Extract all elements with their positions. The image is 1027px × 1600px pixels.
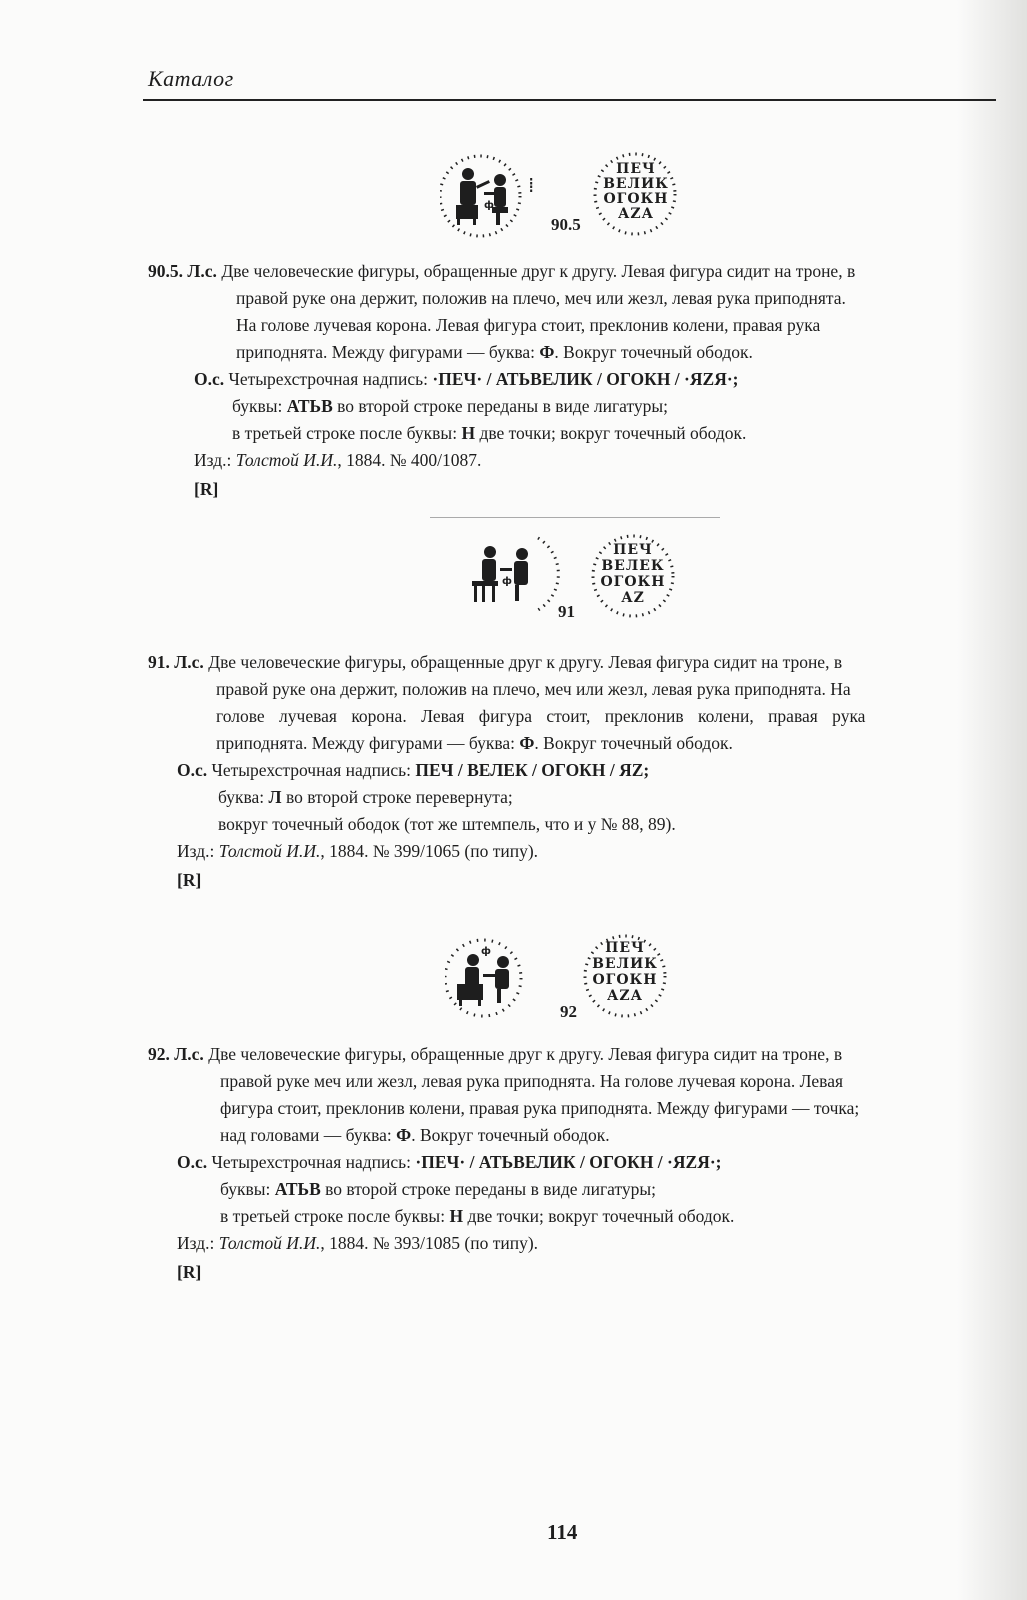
description-line: фигура стоит, преклонив колени, правая рука приподнята. Между фигурами — точка; <box>220 1098 860 1118</box>
publication-reference <box>177 1230 538 1257</box>
description-line: правой руке она держит, положив на плечо, меч или жезл, левая рука приподнята. <box>236 288 846 308</box>
coin-number-label: 91 <box>558 602 575 621</box>
reverse-note: в третьей строке после буквы: <box>220 1206 450 1226</box>
description-line: приподнята. Между фигурами — буква: <box>216 733 520 753</box>
reverse-label: О.с. <box>177 1152 208 1172</box>
coin-illustration-90-5 <box>440 148 690 240</box>
description-line: На голове лучевая корона. Левая фигура стоит, преклонив колени, правая рука <box>236 315 821 335</box>
entry-number: 90.5. <box>148 261 183 281</box>
obverse-label: Л.с. <box>174 1044 204 1064</box>
svg-text:ф: ф <box>502 576 512 587</box>
reverse-intro: Четырехстрочная надпись: <box>228 369 433 389</box>
header-rule <box>143 99 996 101</box>
obverse-label: Л.с. <box>187 261 217 281</box>
reverse-label: О.с. <box>194 369 225 389</box>
inscription-line: ВЕЛЕК <box>601 558 665 574</box>
coin-inscription-90-5 <box>598 162 674 222</box>
description-line: приподнята. Между фигурами — буква: <box>236 342 540 362</box>
inscription-line: ВЕЛИК <box>603 176 669 192</box>
inscription-line: ОГОКН <box>592 972 658 988</box>
description-tail: . Вокруг точечный ободок. <box>534 733 733 753</box>
coin-inscription-91 <box>595 542 671 606</box>
inscription-line: АZА <box>606 988 644 1004</box>
reverse-label: О.с. <box>177 760 208 780</box>
reverse-note: во второй строке перевернута; <box>281 787 513 807</box>
page-number: 114 <box>547 1520 578 1544</box>
publication-author: Толстой И.И. <box>218 841 321 861</box>
reverse-note: две точки; вокруг точечный ободок. <box>475 423 747 443</box>
svg-text:⁞: ⁞ <box>528 173 535 197</box>
description-line: голове лучевая корона. Левая фигура стоит, преклонив колени, правая рука <box>216 706 866 726</box>
rarity-mark: [R] <box>177 1262 202 1282</box>
inscription-line: ВЕЛИК <box>592 956 658 972</box>
letter-between-figures: Ф <box>396 1125 412 1145</box>
reverse-note-bold: Н <box>461 423 476 443</box>
publication-label: Изд.: <box>177 1233 219 1253</box>
description-line: правой руке она держит, положив на плечо, меч или жезл, левая рука приподнята. На <box>216 679 851 699</box>
running-header-title: Каталог <box>148 66 234 91</box>
publication-author: Толстой И.И. <box>235 450 338 470</box>
description-line: Две человеческие фигуры, обращенные друг к другу. Левая фигура сидит на троне, в <box>221 261 856 281</box>
reverse-intro: Четырехстрочная надпись: <box>211 760 416 780</box>
reverse-note-bold: Л <box>268 787 282 807</box>
publication-reference <box>194 447 481 474</box>
coin-inscription-92 <box>587 940 663 1004</box>
reverse-note: буквы: <box>232 396 287 416</box>
publication-label: Изд.: <box>194 450 236 470</box>
publication-label: Изд.: <box>177 841 219 861</box>
reverse-note: две точки; вокруг точечный ободок. <box>463 1206 735 1226</box>
coin-illustration-92 <box>445 934 680 1030</box>
inscription-line: АZ <box>621 590 645 606</box>
publication-author: Толстой И.И. <box>218 1233 321 1253</box>
coin-number-label: 90.5 <box>551 215 581 234</box>
publication-reference <box>177 838 538 865</box>
description-line: правой руке меч или жезл, левая рука приподнята. На голове лучевая корона. Левая <box>220 1071 844 1091</box>
reverse-note: в третьей строке после буквы: <box>232 423 462 443</box>
reverse-note: во второй строке переданы в виде лигатуры; <box>320 1179 657 1199</box>
entry-number: 92. <box>148 1044 170 1064</box>
description-tail: . Вокруг точечный ободок. <box>554 342 753 362</box>
reverse-note-bold: АТЬВ <box>286 396 333 416</box>
inscription-line: ПЕЧ <box>616 161 656 177</box>
reverse-note-bold: Н <box>449 1206 464 1226</box>
reverse-note: вокруг точечный ободок (тот же штемпель, что и у № 88, 89). <box>218 814 676 834</box>
description-line: Две человеческие фигуры, обращенные друг к другу. Левая фигура сидит на троне, в <box>208 652 843 672</box>
inscription-line: АZА <box>617 206 655 222</box>
svg-text:ф: ф <box>481 946 491 957</box>
reverse-note: во второй строке переданы в виде лигатуры; <box>332 396 669 416</box>
inscription-line: ОГОКН <box>603 191 669 207</box>
reverse-inscription: ·ПЕЧ· / АТЬВЕЛИК / ОГОКН / ·ЯZЯ·; <box>432 369 739 389</box>
reverse-note: буква: <box>218 787 269 807</box>
svg-text:ф: ф <box>484 200 494 211</box>
page-gutter-shadow <box>957 0 1027 1600</box>
description-line: Две человеческие фигуры, обращенные друг к другу. Левая фигура сидит на троне, в <box>208 1044 843 1064</box>
reverse-intro: Четырехстрочная надпись: <box>211 1152 416 1172</box>
rarity-mark: [R] <box>194 479 219 499</box>
section-divider <box>430 517 720 518</box>
description-line: над головами — буква: <box>220 1125 397 1145</box>
description-tail: . Вокруг точечный ободок. <box>411 1125 610 1145</box>
letter-between-figures: Ф <box>519 733 535 753</box>
inscription-line: ОГОКН <box>600 574 666 590</box>
reverse-note-bold: АТЬВ <box>274 1179 321 1199</box>
entry-number: 91. <box>148 652 170 672</box>
publication-details: , 1884. № 399/1065 (по типу). <box>320 841 539 861</box>
reverse-note: буквы: <box>220 1179 275 1199</box>
letter-between-figures: Ф <box>539 342 555 362</box>
inscription-line: ПЕЧ <box>605 940 645 956</box>
reverse-inscription: ·ПЕЧ· / АТЬВЕЛИК / ОГОКН / ·ЯZЯ·; <box>415 1152 722 1172</box>
reverse-inscription: ПЕЧ / ВЕЛЕК / ОГОКН / ЯZ; <box>415 760 650 780</box>
coin-number-label: 92 <box>560 1002 577 1021</box>
coin-illustration-91 <box>460 528 685 628</box>
publication-details: , 1884. № 393/1085 (по типу). <box>320 1233 539 1253</box>
publication-details: , 1884. № 400/1087. <box>337 450 482 470</box>
inscription-line: ПЕЧ <box>613 542 653 558</box>
rarity-mark: [R] <box>177 870 202 890</box>
obverse-label: Л.с. <box>174 652 204 672</box>
